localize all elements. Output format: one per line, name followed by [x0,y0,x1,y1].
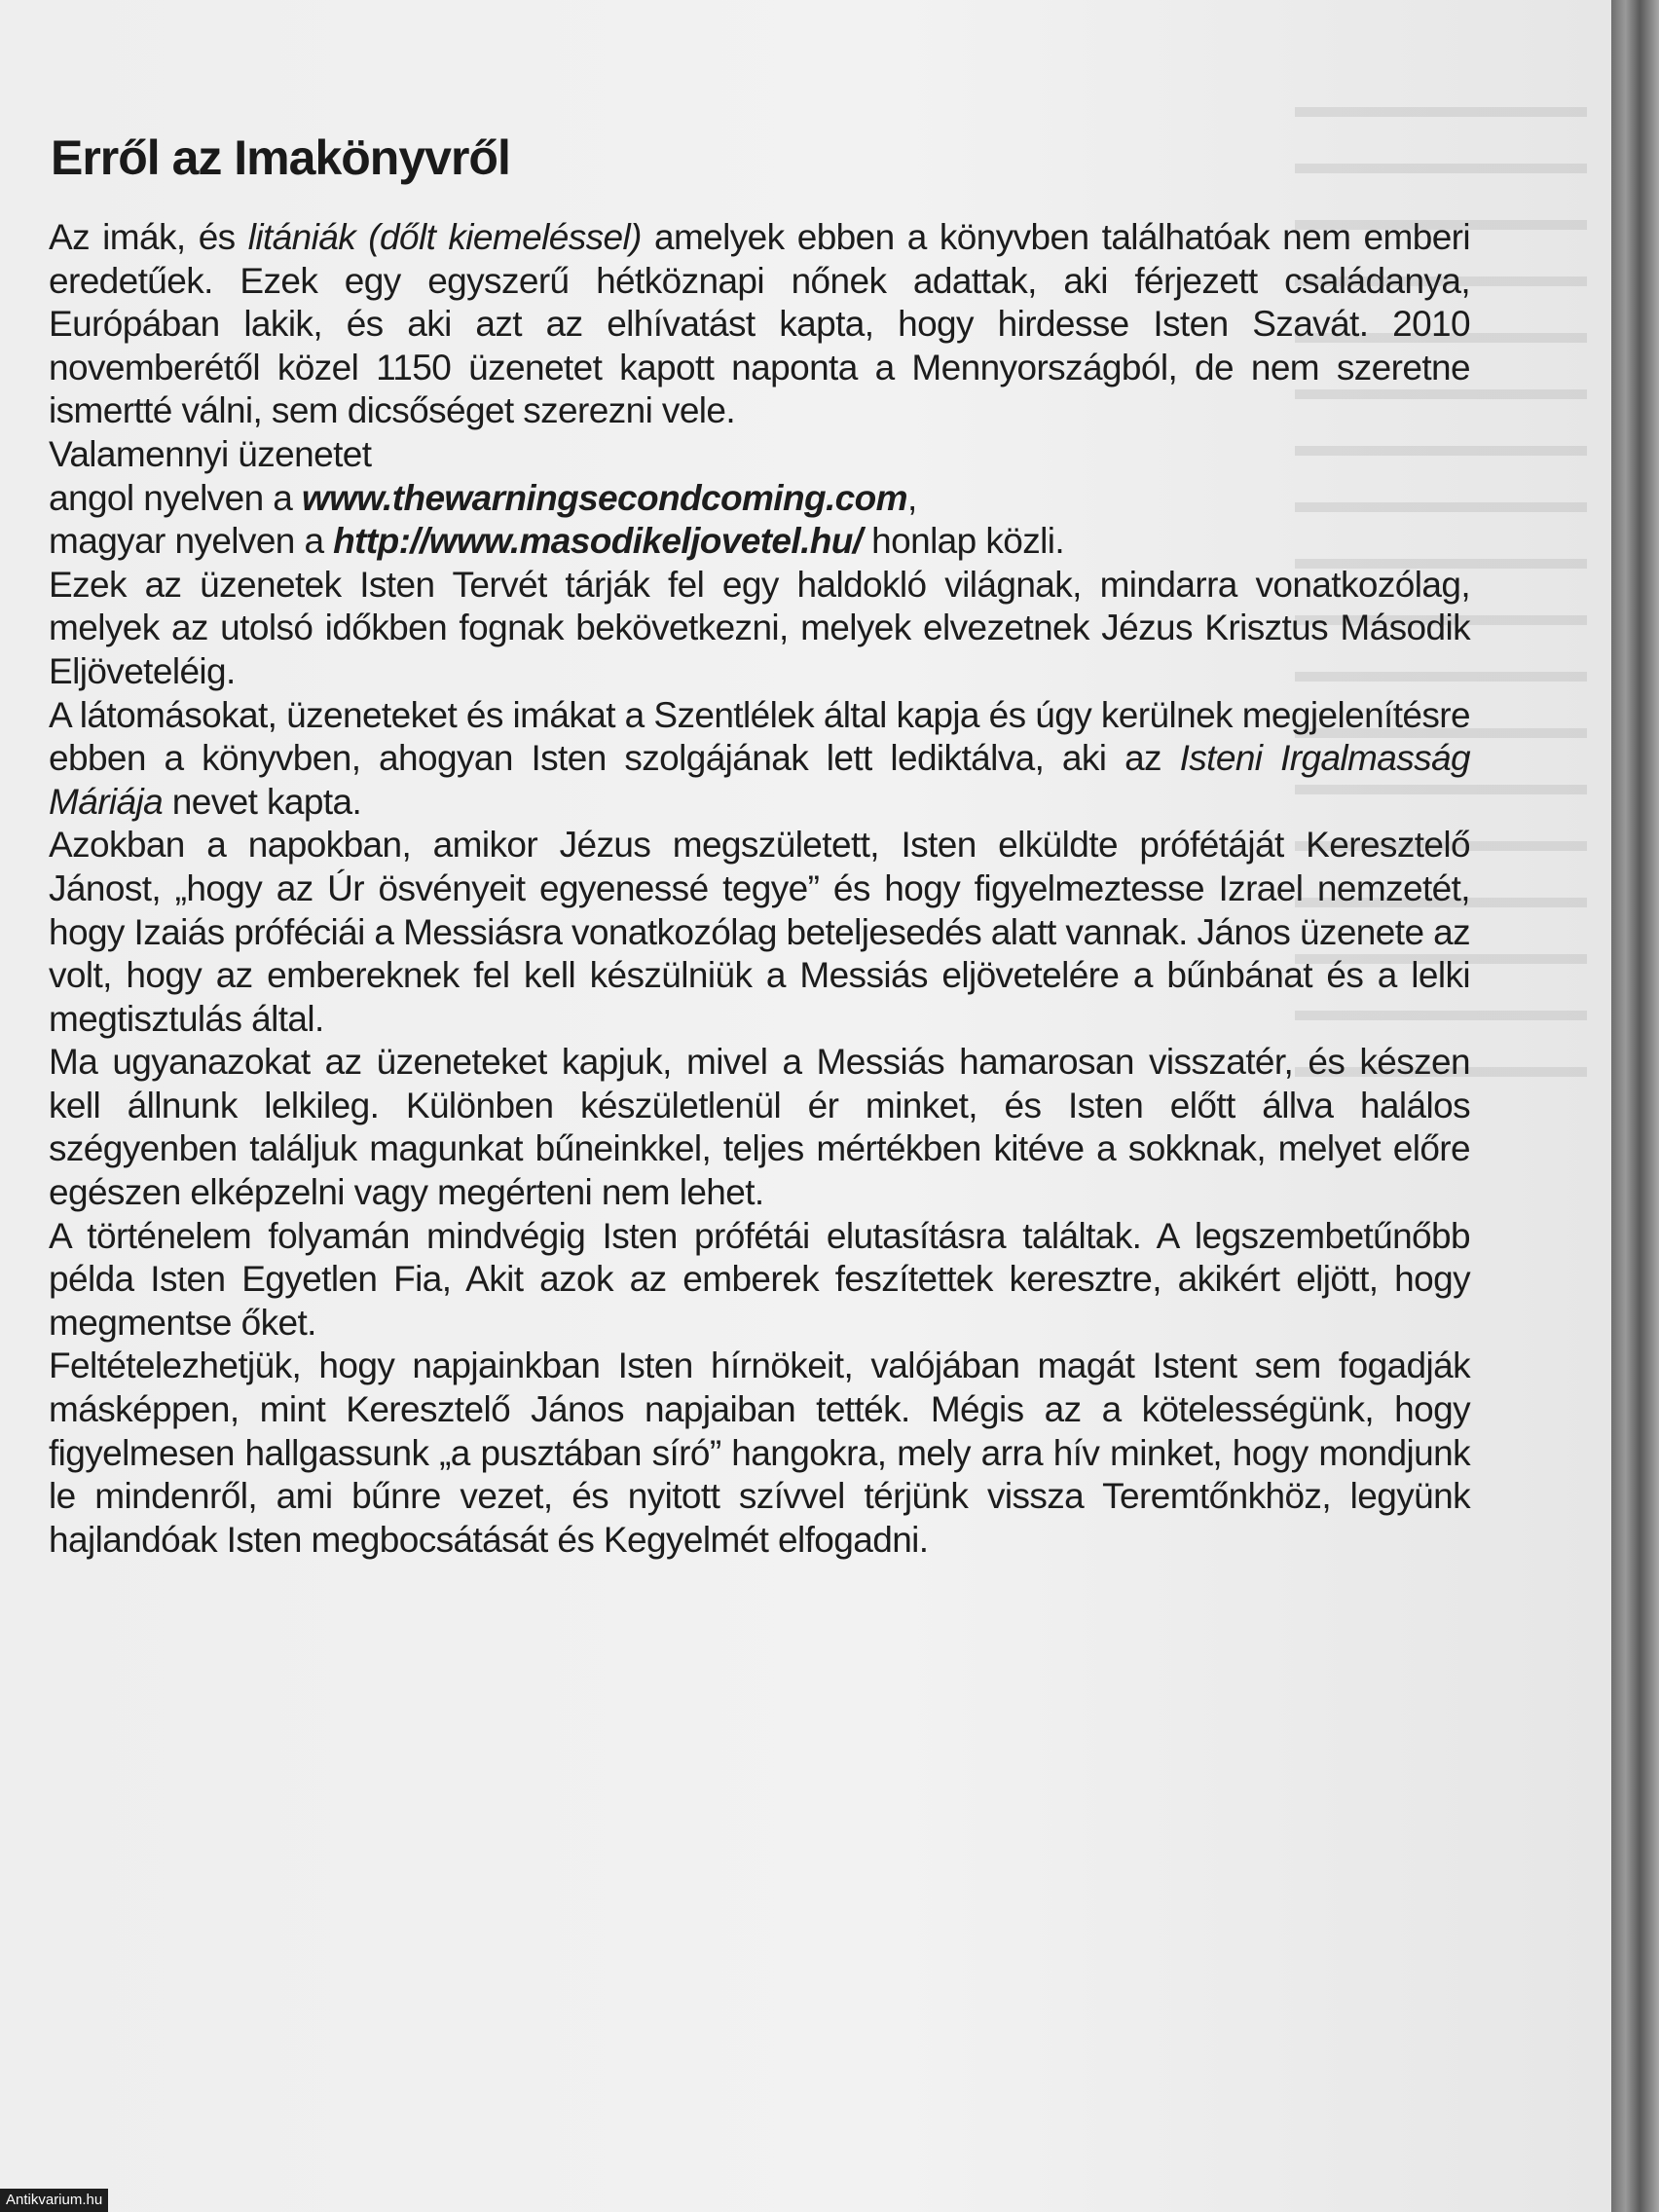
text-span: A látomásokat, üzeneteket és imákat a Szentlélek által kapja és úgy kerülnek megjelenítésre ebben a könyvben, ahogyan Isten szolgájának lett lediktálva, aki az [49,694,1470,779]
italic-phrase: Isteni Irgalmasság Máriája [49,738,1470,822]
paragraph-conclusion: Feltételezhetjük, hogy napjainkban Isten hírnökeit, valójában magát Istent sem fogadják másképpen, mint Keresztelő János napjaiban tették. Mégis az a kötelességünk, hogy figyelmesen hallgassunk „a pusztában síró” hangokra, mely arra hív minket, hogy mondjunk le mindenről, ami bűnre vezet, és nyitott szívvel térjünk vissza Teremtőnkhöz, legyünk hajlandóak Isten megbocsátását és Kegyelmét elfogadni. [49,1346,1470,1560]
page-title: Erről az Imakönyvről [51,130,510,185]
paragraph-plan: Ezek az üzenetek Isten Tervét tárják fel egy haldokló világnak, mindarra vonatkozólag, melyek az utolsó időkben fognak bekövetkezni, melyek elvezetnek Jézus Krisztus Második Eljöveteléig. [49,564,1470,691]
text-span: amelyek ebben a könyvben találhatóak nem emberi eredetűek. Ezek egy egyszerű hétköznapi nőnek adattak, aki férjezett családanya, Európában lakik, és aki azt az elhívatást kapta, hogy hirdesse Isten Szavát. 2010 novemberétől közel 1150 üzenetet kapott naponta a Mennyországból, de nem szeretne ismertté válni, sem dicsőséget szerezni vele. [49,217,1471,431]
english-website-url: www.thewarningsecondcoming.com [301,477,907,518]
paragraph-visions [49,694,1470,825]
text-span: honlap közli. [862,521,1065,562]
text-span: nevet kapta. [163,781,362,822]
paragraph-history: A történelem folyamán mindvégig Isten prófétái elutasításra találtak. A legszembetűnőbb példa Isten Egyetlen Fia, Akit azok az emberek feszítettek keresztre, akikért eljött, hogy megmentse őket. [49,1215,1470,1343]
paragraph-today: Ma ugyanazokat az üzeneteket kapjuk, mivel a Messiás hamarosan visszatér, és készen kell állnunk lelkileg. Különben készületlenül ér minket, és Isten előtt állva halálos szégyenben találjuk magunkat bűneinkkel, teljes mértékben kitéve a sokknak, melyet előre egészen elképzelni vagy megérteni nem lehet. [49,1042,1470,1213]
paragraph-intro [49,216,1470,433]
text-span: Valamennyi üzenetet [49,433,372,474]
watermark-label: Antikvarium.hu [0,2189,108,2212]
text-span: angol nyelven a [49,477,302,518]
text-span: magyar nyelven a [49,521,334,562]
italic-phrase: litániák (dőlt kiemeléssel) [247,217,642,257]
text-span: Az imák, és [49,217,248,257]
hungarian-website-url: http://www.masodikeljovetel.hu/ [333,521,863,562]
book-spine-edge [1611,0,1659,2212]
body-text [49,216,1470,1562]
paragraph-john-baptist: Azokban a napokban, amikor Jézus megszületett, Isten elküldte prófétáját Keresztelő Jánost, „hogy az Úr ösvényeit egyenessé tegye” és hogy figyelmeztesse Izrael nemzetét, hogy Izaiás próféciái a Messiásra vonatkozólag beteljesedés alatt vannak. János üzenete az volt, hogy az embereknek fel kell készülniük a Messiás eljövetelére a bűnbánat és a lelki megtisztulás által. [49,825,1470,1039]
paragraph-websites [49,433,1470,564]
text-span: , [906,477,917,518]
